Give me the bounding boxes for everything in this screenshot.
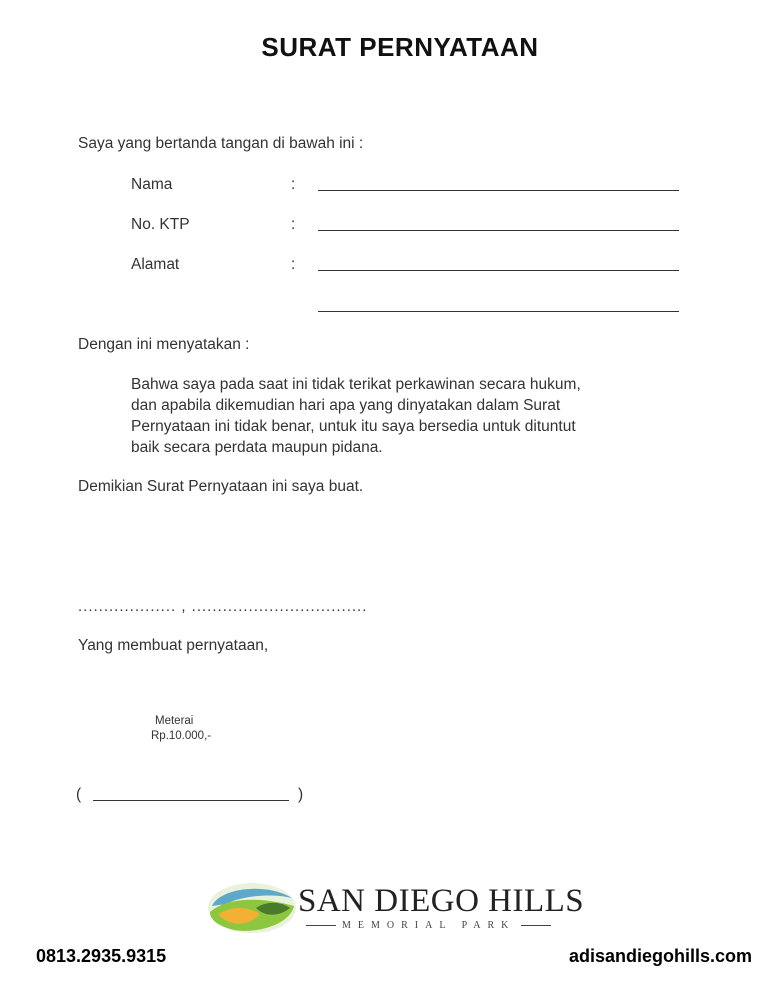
logo-subtitle: MEMORIAL PARK bbox=[342, 920, 516, 931]
field-label-nama: Nama bbox=[131, 176, 173, 193]
footer-phone: 0813.2935.9315 bbox=[36, 946, 167, 966]
san-diego-hills-logo-icon bbox=[206, 880, 298, 936]
signature-line bbox=[93, 800, 289, 801]
document-title: SURAT PERNYATAAN bbox=[261, 32, 539, 62]
field-colon-nama: : bbox=[291, 176, 296, 193]
field-colon-ktp: : bbox=[291, 216, 296, 233]
signature-close-paren: ) bbox=[298, 786, 304, 803]
statement-line: dan apabila dikemudian hari apa yang dinyatakan dalam Surat bbox=[131, 397, 561, 414]
blank-line-alamat-2 bbox=[318, 311, 679, 312]
logo-rule-left bbox=[306, 925, 336, 926]
closing-text: Demikian Surat Pernyataan ini saya buat. bbox=[78, 478, 364, 495]
field-colon-alamat: : bbox=[291, 256, 296, 273]
blank-line-ktp bbox=[318, 230, 679, 231]
logo-rule-right bbox=[521, 925, 551, 926]
statement-line: Pernyataan ini tidak benar, untuk itu saya bersedia untuk dituntut bbox=[131, 418, 576, 435]
field-label-alamat: Alamat bbox=[131, 256, 180, 273]
field-label-ktp: No. KTP bbox=[131, 216, 190, 233]
logo-subtitle-row bbox=[300, 920, 592, 931]
logo-name: SAN DIEGO HILLS bbox=[298, 883, 585, 919]
footer-website: adisandiegohills.com bbox=[568, 946, 752, 966]
blank-line-nama bbox=[318, 190, 679, 191]
stamp-value: Rp.10.000,- bbox=[151, 730, 212, 742]
signer-label: Yang membuat pernyataan, bbox=[78, 637, 269, 654]
statement-paragraph bbox=[131, 374, 691, 458]
place-date-line: ................... , .................................. bbox=[78, 598, 368, 615]
declare-heading: Dengan ini menyatakan : bbox=[78, 336, 250, 353]
signature-open-paren: ( bbox=[76, 786, 82, 803]
stamp-label: Meterai bbox=[155, 715, 194, 727]
intro-text: Saya yang bertanda tangan di bawah ini : bbox=[78, 135, 364, 152]
statement-line: Bahwa saya pada saat ini tidak terikat perkawinan secara hukum, bbox=[131, 376, 581, 393]
blank-line-alamat-1 bbox=[318, 270, 679, 271]
statement-line: baik secara perdata maupun pidana. bbox=[131, 439, 383, 456]
stamp-placeholder bbox=[151, 714, 211, 744]
